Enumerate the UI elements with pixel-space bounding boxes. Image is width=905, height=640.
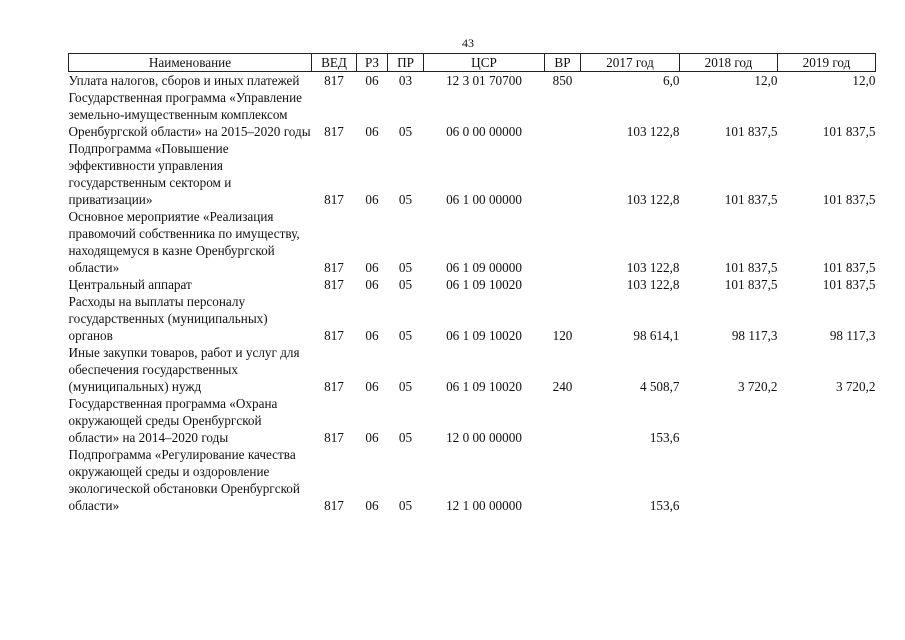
row-name: Расходы на выплаты персоналу государственных (муниципальных) органов xyxy=(68,294,268,343)
row-2019: 101 837,5 xyxy=(822,124,876,139)
row-ved: 817 xyxy=(324,277,344,292)
row-2018: 3 720,2 xyxy=(737,379,778,394)
row-name: Иные закупки товаров, работ и услуг для обеспечения государственных (муниципальных) нужд xyxy=(68,345,300,394)
row-2018: 101 837,5 xyxy=(724,260,778,275)
row-name: Центральный аппарат xyxy=(68,277,192,292)
row-rz: 06 xyxy=(365,379,379,394)
header-vr: ВР xyxy=(545,54,581,72)
row-2017: 153,6 xyxy=(649,430,680,445)
table-row xyxy=(69,89,876,140)
row-ved: 817 xyxy=(324,260,344,275)
header-csr: ЦСР xyxy=(424,54,545,72)
row-2019 xyxy=(778,446,876,514)
row-csr: 06 1 09 10020 xyxy=(446,379,522,394)
row-vr: 240 xyxy=(552,379,573,394)
row-ved: 817 xyxy=(324,498,344,513)
row-rz: 06 xyxy=(365,277,379,292)
row-csr: 06 0 00 00000 xyxy=(446,124,522,139)
header-ved: ВЕД xyxy=(312,54,357,72)
row-rz: 06 xyxy=(365,328,379,343)
row-name: Основное мероприятие «Реализация правомочий собственника по имуществу, находящемуся в казне Оренбургской области» xyxy=(68,209,300,275)
row-2019 xyxy=(778,395,876,446)
row-vr: 850 xyxy=(552,73,573,88)
row-2018: 12,0 xyxy=(754,73,778,88)
table-row xyxy=(69,208,876,276)
row-pr: 05 xyxy=(398,430,413,445)
row-vr xyxy=(545,140,581,208)
row-name: Государственная программа «Охрана окружающей среды Оренбургской области» на 2014–2020 годы xyxy=(68,396,278,445)
row-name: Подпрограмма «Повышение эффективности управления государственным сектором и приватизации» xyxy=(68,141,232,207)
row-2019: 101 837,5 xyxy=(822,260,876,275)
row-2018: 101 837,5 xyxy=(724,192,778,207)
row-csr: 12 3 01 70700 xyxy=(446,73,522,88)
row-name: Подпрограмма «Регулирование качества окружающей среды и оздоровление экологической обстановки Оренбургской области» xyxy=(68,447,300,513)
row-ved: 817 xyxy=(324,73,344,88)
row-pr: 05 xyxy=(398,260,413,275)
page-number: 43 xyxy=(462,36,474,50)
table-row xyxy=(69,344,876,395)
row-2018: 101 837,5 xyxy=(724,124,778,139)
row-vr xyxy=(545,89,581,140)
header-2019: 2019 год xyxy=(778,54,876,72)
row-2019: 101 837,5 xyxy=(822,277,876,292)
row-2017: 6,0 xyxy=(663,73,680,88)
row-2018: 101 837,5 xyxy=(724,277,778,292)
row-ved: 817 xyxy=(324,192,344,207)
row-csr: 06 1 00 00000 xyxy=(446,192,522,207)
row-vr xyxy=(545,446,581,514)
row-ved: 817 xyxy=(324,328,344,343)
row-pr: 05 xyxy=(398,328,413,343)
row-vr xyxy=(545,276,581,293)
row-pr: 03 xyxy=(398,73,413,88)
row-2017: 103 122,8 xyxy=(626,260,680,275)
header-2018: 2018 год xyxy=(680,54,778,72)
row-2019: 98 117,3 xyxy=(829,328,876,343)
row-2017: 153,6 xyxy=(649,498,680,513)
table-row xyxy=(69,446,876,514)
row-pr: 05 xyxy=(398,277,413,292)
budget-table xyxy=(68,53,876,514)
row-ved: 817 xyxy=(324,124,344,139)
row-csr: 12 1 00 00000 xyxy=(446,498,522,513)
row-csr: 06 1 09 00000 xyxy=(446,260,522,275)
row-2017: 4 508,7 xyxy=(639,379,680,394)
row-vr: 120 xyxy=(552,328,573,343)
row-rz: 06 xyxy=(365,192,379,207)
table-header-row xyxy=(69,54,876,72)
row-vr xyxy=(545,208,581,276)
header-pr: ПР xyxy=(388,54,424,72)
table-row xyxy=(69,140,876,208)
header-name: Наименование xyxy=(69,54,312,72)
row-2017: 103 122,8 xyxy=(626,124,680,139)
row-rz: 06 xyxy=(365,124,379,139)
row-csr: 12 0 00 00000 xyxy=(446,430,522,445)
row-rz: 06 xyxy=(365,430,379,445)
row-2018: 98 117,3 xyxy=(731,328,778,343)
row-rz: 06 xyxy=(365,73,379,88)
row-2019: 3 720,2 xyxy=(835,379,876,394)
table-row xyxy=(69,293,876,344)
row-2018 xyxy=(680,446,778,514)
row-rz: 06 xyxy=(365,498,379,513)
row-2019: 101 837,5 xyxy=(822,192,876,207)
table-row xyxy=(69,395,876,446)
row-rz: 06 xyxy=(365,260,379,275)
row-ved: 817 xyxy=(324,379,344,394)
row-2019: 12,0 xyxy=(852,73,876,88)
row-pr: 05 xyxy=(398,192,413,207)
header-2017: 2017 год xyxy=(581,54,680,72)
row-name: Уплата налогов, сборов и иных платежей xyxy=(68,73,300,88)
row-csr: 06 1 09 10020 xyxy=(446,277,522,292)
row-ved: 817 xyxy=(324,430,344,445)
row-2017: 98 614,1 xyxy=(633,328,680,343)
header-rz: РЗ xyxy=(357,54,388,72)
row-2017: 103 122,8 xyxy=(626,277,680,292)
table-row xyxy=(69,276,876,293)
row-pr: 05 xyxy=(398,379,413,394)
row-name: Государственная программа «Управление земельно-имущественным комплексом Оренбургской области» на 2015–2020 годы xyxy=(68,90,311,139)
row-vr xyxy=(545,395,581,446)
table-row xyxy=(69,72,876,90)
row-2017: 103 122,8 xyxy=(626,192,680,207)
row-pr: 05 xyxy=(398,498,413,513)
row-csr: 06 1 09 10020 xyxy=(446,328,522,343)
row-2018 xyxy=(680,395,778,446)
row-pr: 05 xyxy=(398,124,413,139)
